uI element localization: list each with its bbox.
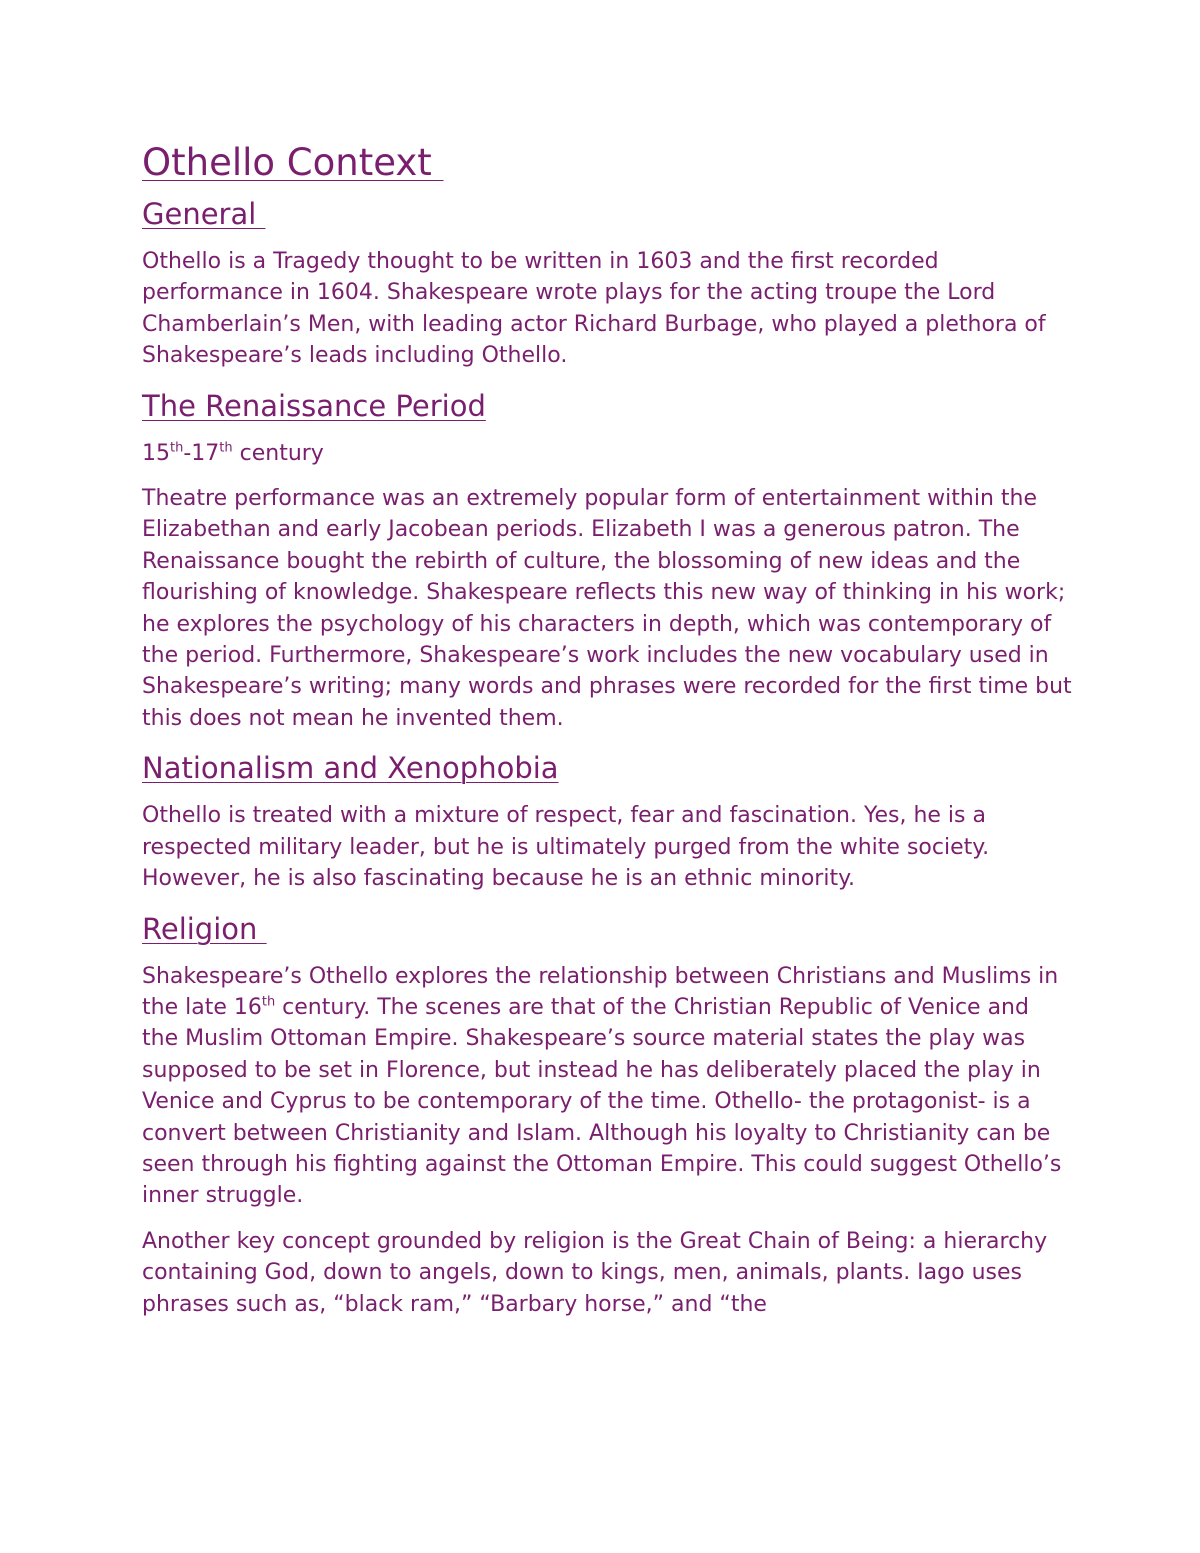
paragraph-religion-2: Another key concept grounded by religion is the Great Chain of Being: a hierarchy containing God, down to angels, down to kings, men, animals, plants. Iago uses phrases such as, “black ram,” “Barbary horse,” and “the [142,1228,1048,1317]
section-heading-nationalism: Nationalism and Xenophobia [142,751,559,786]
paragraph-nationalism: Othello is treated with a mixture of respect, fear and fascination. Yes, he is a respected military leader, but he is ultimately purged from the white society. However, he is also fascinating because he is an ethnic minority. [142,803,990,892]
dates-start: 15 [142,440,170,466]
section-heading-religion: Religion [142,911,267,946]
dates-start-suffix: th [170,440,184,456]
dates-separator: -17 [183,440,220,466]
renaissance-dates [142,438,1072,469]
paragraph-general: Othello is a Tragedy thought to be written in 1603 and the first recorded performance in 1604. Shakespeare wrote plays for the acting troupe the Lord Chamberlain’s Men, with leading actor Richard Burbage, who played a plethora of Shakespeare’s leads including Othello. [142,249,1046,369]
dates-end-suffix: th [219,440,233,456]
religion-p1-part1: Shakespeare’s Othello explores the relationship between Christians and Muslims in the late 16 [142,963,1059,1020]
paragraph-renaissance: Theatre performance was an extremely popular form of entertainment within the Elizabethan and early Jacobean periods. Elizabeth I was a generous patron. The Renaissance bought the rebirth of culture, the blossoming of new ideas and the flourishing of knowledge. Shakespeare reflects this new way of thinking in his work; he explores the psychology of his characters in depth, which was contemporary of the period. Furthermore, Shakespeare’s work includes the new vocabulary used in Shakespeare’s writing; many words and phrases were recorded for the first time but this does not mean he invented them. [142,486,1072,731]
religion-p1-part2: century. The scenes are that of the Christian Republic of Venice and the Muslim Ottoman Empire. Shakespeare’s source material states the play was supposed to be set in Florence, but instead he has deliberately placed the play in Venice and Cyprus to be contemporary of the time. Othello- the protagonist- is a convert between Christianity and Islam. Although his loyalty to Christianity can be seen through his fighting against the Ottoman Empire. This could suggest Othello’s inner struggle. [142,994,1062,1209]
paragraph-religion-1 [142,961,1072,1212]
section-heading-renaissance: The Renaissance Period [142,388,486,423]
document-title: Othello Context [142,141,444,184]
religion-p1-sup: th [261,994,276,1010]
section-heading-general: General [142,197,266,231]
document-page [142,138,1072,1334]
dates-rest: century [232,440,324,466]
